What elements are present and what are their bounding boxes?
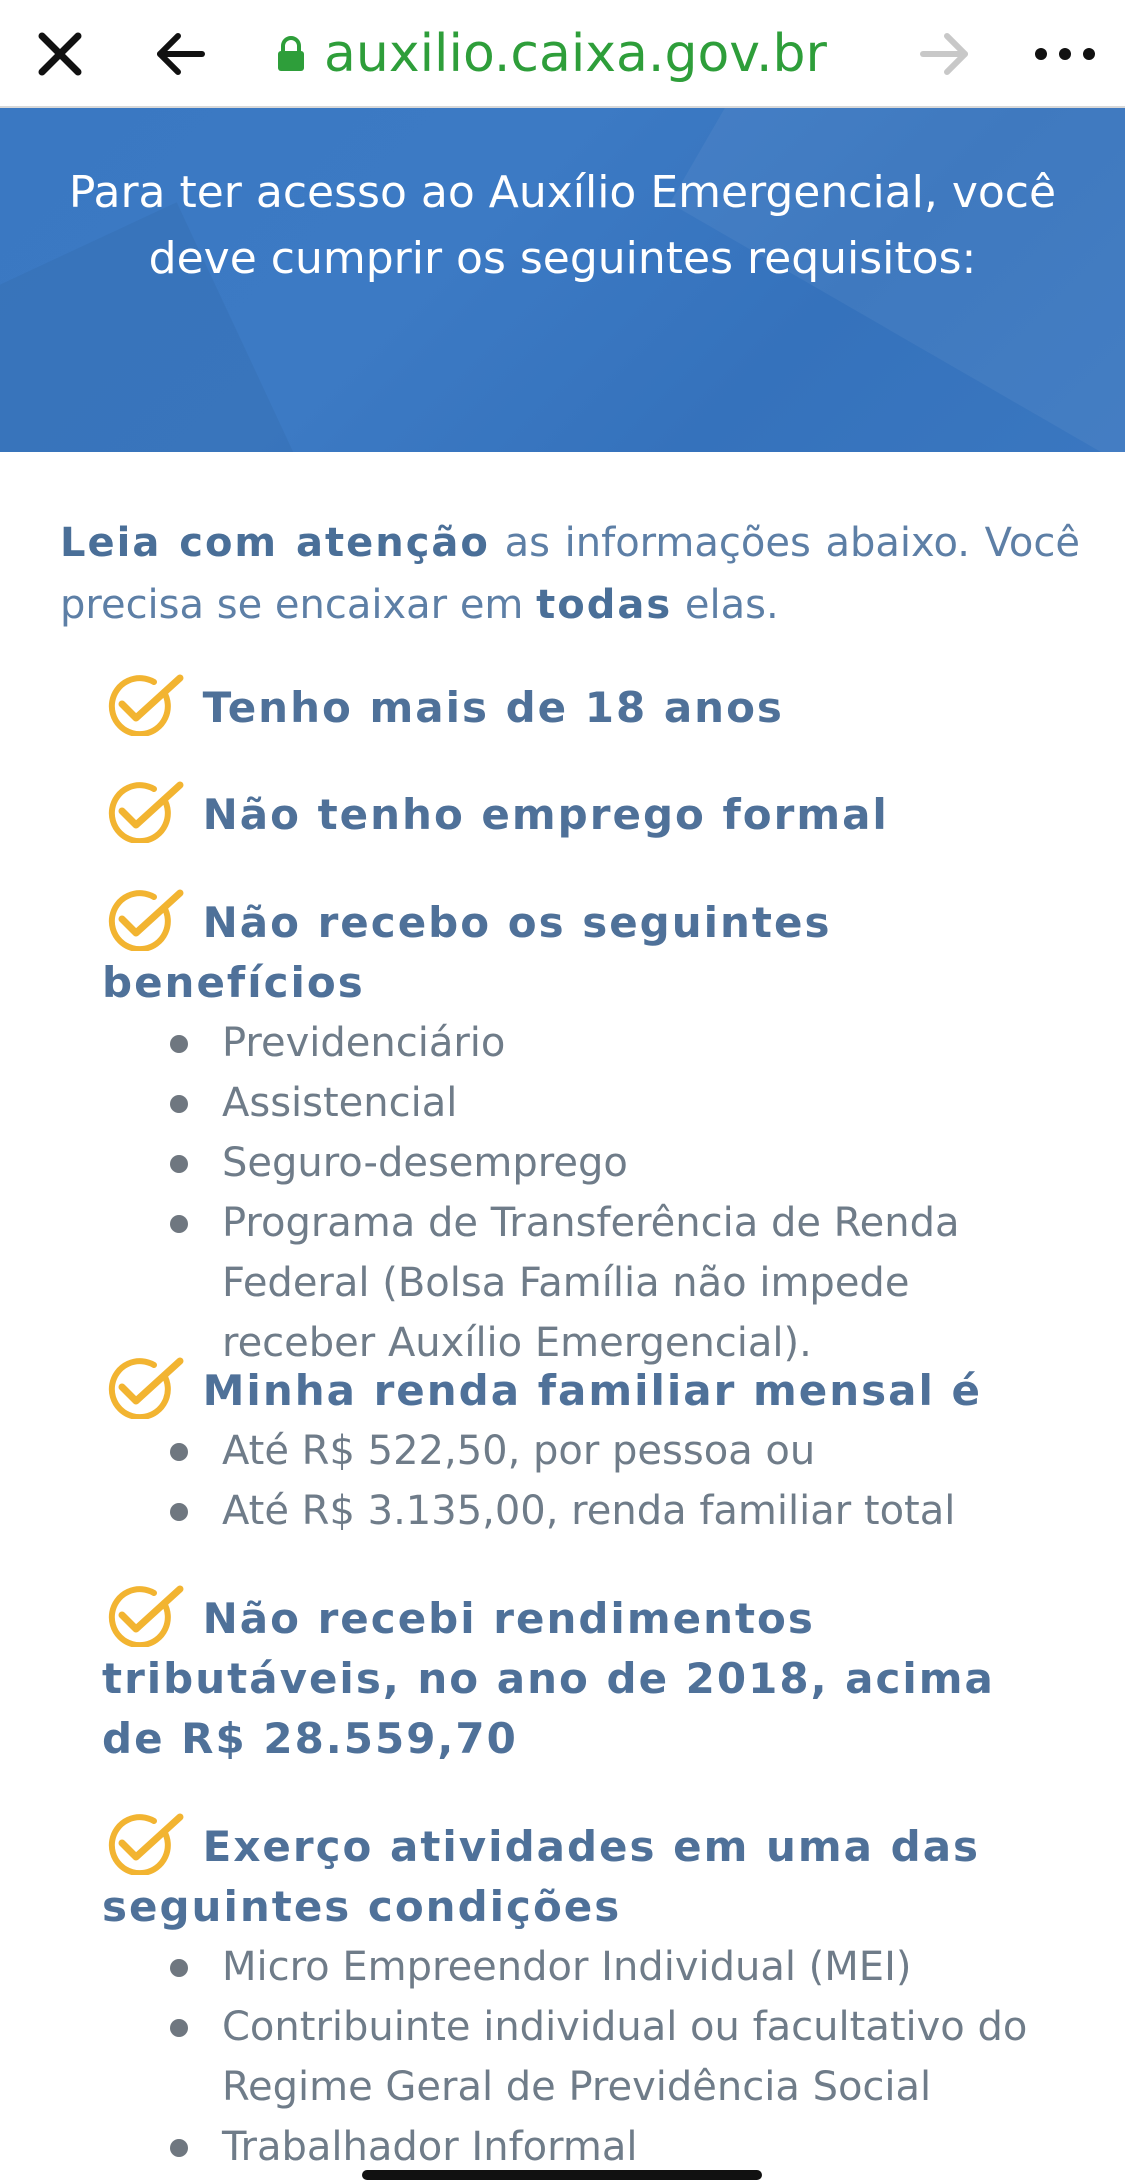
list-item: Seguro-desemprego (102, 1133, 1042, 1193)
requirement-title (102, 893, 1042, 1013)
close-icon (36, 30, 84, 78)
list-item: Contribuinte individual ou facultativo do Regime Geral de Previdência Social (102, 1997, 1042, 2117)
benefits-list (0, 1013, 1042, 1373)
intro-text-end: elas. (672, 582, 779, 628)
check-icon (102, 1811, 186, 1875)
requirement-title-text: Não recebi rendimentos tributáveis, no ano de 2018, acima de R$ 28.559,70 (102, 1594, 995, 1763)
forward-button[interactable] (905, 14, 985, 94)
lock-icon (276, 34, 306, 74)
activities-list (102, 1937, 1042, 2177)
more-options-button[interactable] (1025, 14, 1105, 94)
requirements-content (0, 452, 1125, 2178)
header-banner (0, 108, 1125, 452)
requirement-title (102, 1817, 1042, 1937)
check-icon (102, 779, 186, 843)
forward-arrow-icon (919, 32, 971, 76)
requirement-title-text: Não recebo os seguintes benefícios (102, 898, 832, 1007)
requirement-title-text: Minha renda familiar mensal é (202, 1366, 982, 1415)
list-item: Micro Empreendor Individual (MEI) (102, 1937, 1042, 1997)
intro-paragraph (60, 512, 1080, 636)
requirement-taxable-income (102, 1589, 1042, 1769)
requirement-title (102, 785, 1042, 845)
list-item: Assistencial (102, 1073, 1042, 1133)
requirement-title-text: Tenho mais de 18 anos (202, 683, 784, 732)
requirement-title-text: Não tenho emprego formal (202, 790, 889, 839)
list-item: Até R$ 522,50, por pessoa ou (102, 1421, 1042, 1481)
requirement-title (102, 1589, 1042, 1769)
close-button[interactable] (20, 14, 100, 94)
income-list (102, 1421, 1042, 1541)
home-indicator (362, 2170, 762, 2180)
requirement-activities (102, 1817, 1042, 2177)
requirement-title (102, 1361, 1042, 1421)
url-text: auxilio.caixa.gov.br (324, 24, 827, 84)
intro-text: as informações abaixo. Você precisa se encaixar em (60, 520, 1080, 628)
requirement-employment (102, 785, 1042, 845)
list-item: Previdenciário (102, 1013, 1042, 1073)
requirement-income (102, 1361, 1042, 1541)
list-item: Programa de Transferência de Renda Federal (Bolsa Família não impede receber Auxílio Emergencial). (102, 1193, 1042, 1373)
back-button[interactable] (140, 14, 220, 94)
intro-emphasis-all: todas (536, 582, 673, 628)
more-icon (1033, 46, 1097, 62)
requirement-benefits (102, 893, 1042, 1373)
check-icon (102, 672, 186, 736)
banner-title: Para ter acesso ao Auxílio Emergencial, você deve cumprir os seguintes requisitos: (68, 167, 1057, 284)
requirement-title (102, 678, 1042, 738)
browser-toolbar (0, 0, 1125, 108)
back-arrow-icon (154, 32, 206, 76)
check-icon (102, 1583, 186, 1647)
requirement-title-text: Exerço atividades em uma das seguintes condições (102, 1822, 981, 1931)
check-icon (102, 1355, 186, 1419)
requirement-age (102, 678, 1042, 738)
intro-emphasis: Leia com atenção (60, 520, 490, 566)
check-icon (102, 887, 186, 951)
list-item: Até R$ 3.135,00, renda familiar total (102, 1481, 1042, 1541)
list-item: Trabalhador Informal (102, 2117, 1042, 2177)
address-bar[interactable] (276, 14, 827, 94)
